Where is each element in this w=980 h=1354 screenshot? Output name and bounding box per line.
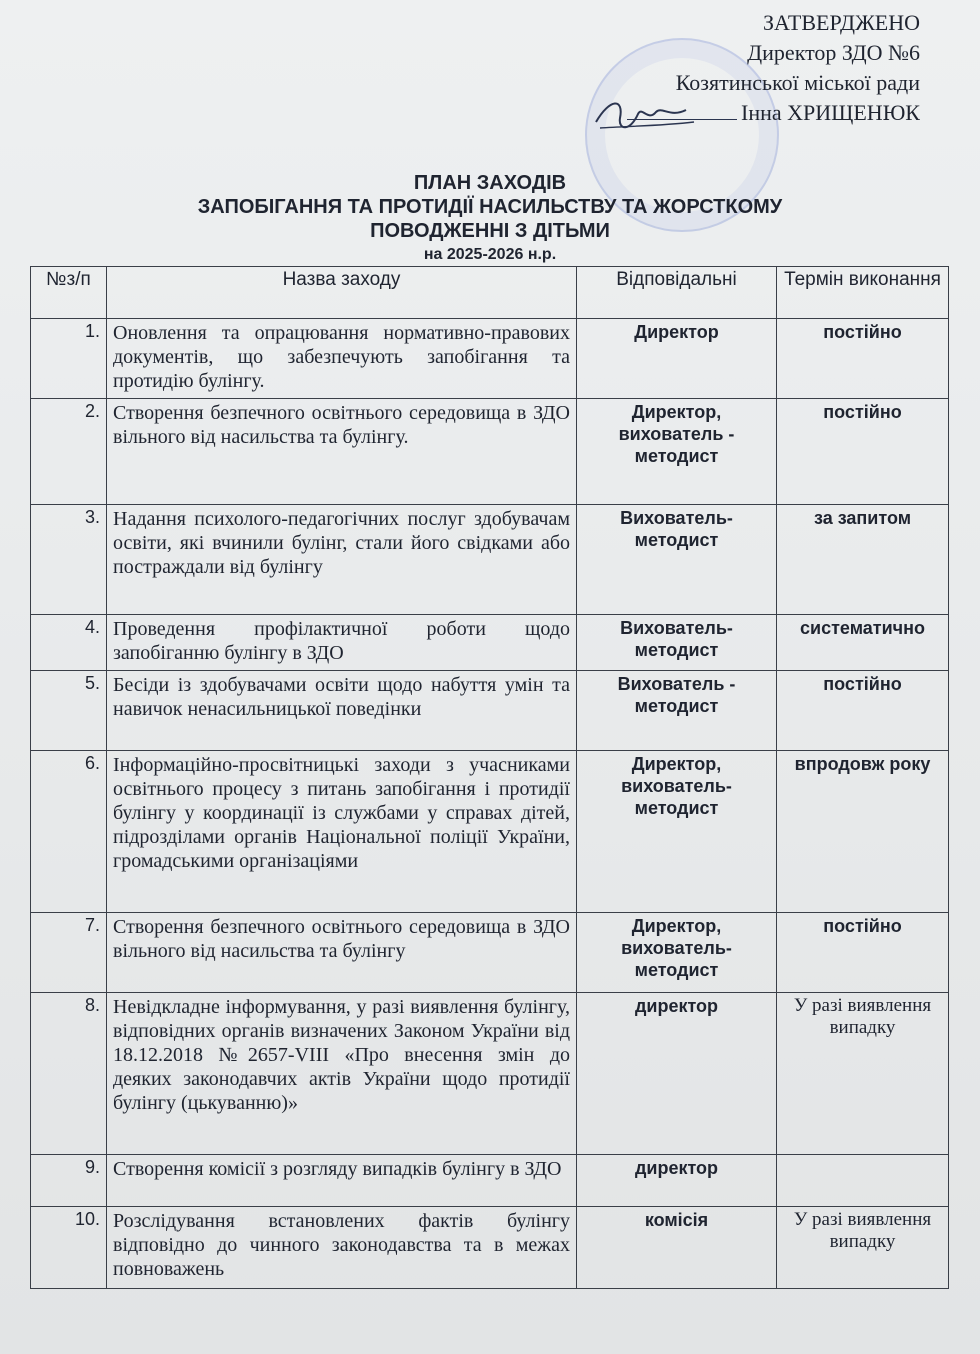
row-responsible: Директор, вихователь-методист (577, 751, 777, 913)
row-name: Проведення профілактичної роботи щодо запобіганню булінгу в ЗДО (107, 615, 577, 671)
row-term: постійно (777, 319, 949, 399)
table-row (31, 1155, 949, 1207)
measures-table (30, 266, 949, 1289)
plan-title: ПЛАН ЗАХОДІВ (413, 172, 567, 194)
row-responsible: комісія (577, 1207, 777, 1289)
row-term: У разі виявлення випадку (777, 1207, 949, 1289)
row-responsible: директор (577, 993, 777, 1155)
row-num: 9. (31, 1155, 107, 1207)
row-num: 6. (31, 751, 107, 913)
table-header-row (31, 267, 949, 319)
row-name: Інформаційно-просвітницькі заходи з учасниками освітнього процесу з питань запобігання і протидії булінгу у координації із службами у справах дітей, підрозділами органів Національної поліції України, громадськими організаціями (107, 751, 577, 913)
table-row (31, 615, 949, 671)
row-term: У разі виявлення випадку (777, 993, 949, 1155)
row-responsible: Директор, вихователь-методист (577, 913, 777, 993)
row-name: Оновлення та опрацювання нормативно-правових документів, що забезпечують запобігання та протидію булінгу. (107, 319, 577, 399)
row-name: Надання психолого-педагогічних послуг здобувачам освіти, які вчинили булінг, стали його свідками або постраждали від булінгу (107, 505, 577, 615)
row-name: Невідкладне інформування, у разі виявлення булінгу, відповідних органів визначених Законом України від 18.12.2018 №2657-VIII «Про внесення змін до деяких законодавчих актів України щодо протидії булінгу (цькуванню)» (107, 993, 577, 1155)
header-name: Назва заходу (107, 267, 577, 319)
row-name: Створення безпечного освітнього середовища в ЗДО вільного від насильства та булінгу. (107, 399, 577, 505)
row-num: 7. (31, 913, 107, 993)
approval-position: Директор ЗДО №6 (747, 40, 920, 65)
row-num: 10. (31, 1207, 107, 1289)
approval-heading: ЗАТВЕРДЖЕНО (762, 10, 920, 35)
row-num: 2. (31, 399, 107, 505)
row-term: постійно (777, 399, 949, 505)
row-responsible: Директор (577, 319, 777, 399)
table-row (31, 399, 949, 505)
row-num: 8. (31, 993, 107, 1155)
row-num: 1. (31, 319, 107, 399)
table-row (31, 505, 949, 615)
approval-block (627, 8, 920, 128)
row-responsible: Директор, вихователь - методист (577, 399, 777, 505)
plan-subtitle-2: ПОВОДЖЕННІ З ДІТЬМИ (370, 220, 610, 242)
row-responsible: Вихователь - методист (577, 671, 777, 751)
table-row (31, 993, 949, 1155)
row-term: постійно (777, 913, 949, 993)
header-term: Термін виконання (777, 267, 949, 319)
table-row (31, 751, 949, 913)
plan-subtitle-1: ЗАПОБІГАННЯ ТА ПРОТИДІЇ НАСИЛЬСТВУ ТА ЖОРСТКОМУ (197, 196, 783, 218)
row-name: Бесіди із здобувачами освіти щодо набуття умін та навичок ненасильницької поведінки (107, 671, 577, 751)
row-name: Створення комісії з розгляду випадків булінгу в ЗДО (107, 1155, 577, 1207)
approval-organization: Козятинської міської ради (675, 70, 920, 95)
row-name: Створення безпечного освітнього середовища в ЗДО вільного від насильства та булінгу (107, 913, 577, 993)
plan-period: на 2025-2026 н.р. (423, 246, 557, 263)
header-responsible: Відповідальні (577, 267, 777, 319)
row-term: впродовж року (777, 751, 949, 913)
row-responsible: Вихователь-методист (577, 505, 777, 615)
row-term: за запитом (777, 505, 949, 615)
table-row (31, 1207, 949, 1289)
table-row (31, 913, 949, 993)
header-num: №з/п (31, 267, 107, 319)
row-num: 5. (31, 671, 107, 751)
row-num: 4. (31, 615, 107, 671)
row-name: Розслідування встановлених фактів булінгу відповідно до чинного законодавства та в межах повноважень (107, 1207, 577, 1289)
row-term (777, 1155, 949, 1207)
row-num: 3. (31, 505, 107, 615)
row-responsible: директор (577, 1155, 777, 1207)
row-responsible: Вихователь-методист (577, 615, 777, 671)
table-row (31, 671, 949, 751)
row-term: систематично (777, 615, 949, 671)
row-term: постійно (777, 671, 949, 751)
table-row (31, 319, 949, 399)
approval-signatory: Інна ХРИЩЕНЮК (741, 100, 920, 125)
